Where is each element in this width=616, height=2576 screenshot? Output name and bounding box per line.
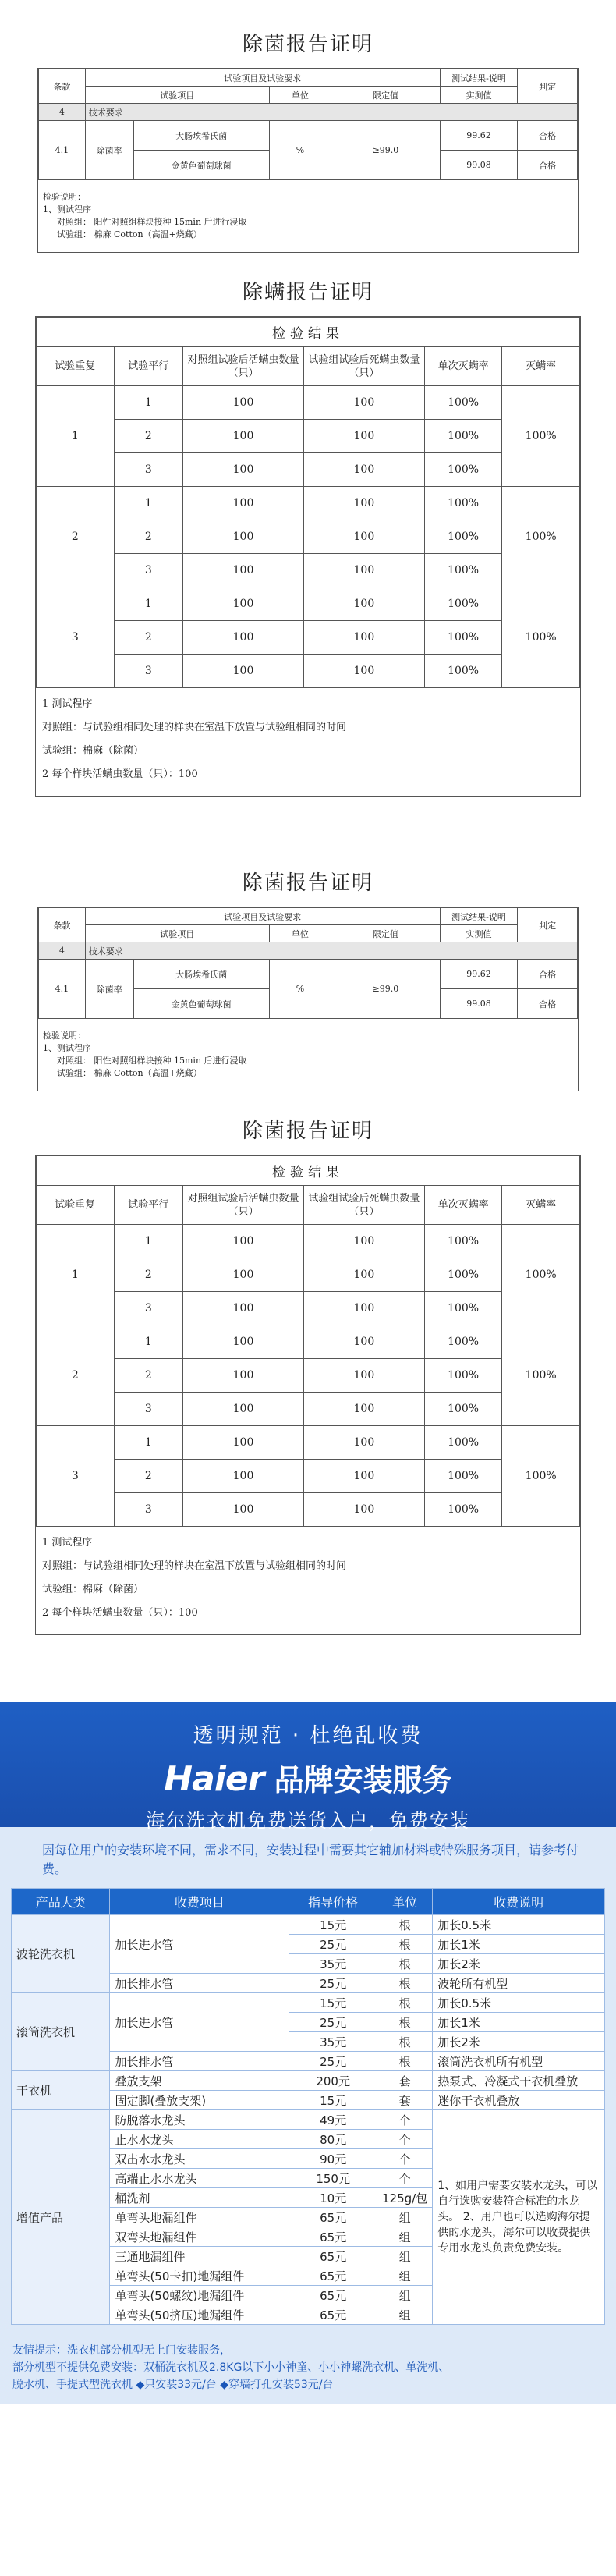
mite-control: 100 [183,1460,304,1493]
mite-control: 100 [183,386,304,420]
row-unit: % [269,960,331,1019]
mite-rep: 2 [37,1325,115,1426]
mite-rep: 1 [37,1225,115,1325]
mite-test: 100 [303,453,424,487]
mite-parallel: 3 [114,554,183,587]
svc-item: 固定脚(叠放支架) [110,2091,289,2110]
svc-price: 80元 [289,2130,377,2149]
svc-price: 65元 [289,2266,377,2286]
value-2: 99.08 [440,151,518,180]
sterilization-title-2: 除菌报告证明 [242,871,373,895]
mite-single-rate: 100% [424,386,502,420]
verdict-1: 合格 [518,121,578,151]
notes-heading: 检验说明： [43,192,86,202]
mite-test: 100 [303,520,424,554]
organism-2: 金黄色葡萄球菌 [133,151,269,180]
clause-header: 条款 [39,908,86,942]
svc-item: 高端止水水龙头 [110,2169,289,2188]
mite-header: 试验重复 [37,1186,115,1225]
mite-title-2: 除菌报告证明 [242,1119,373,1143]
svc-category: 波轮洗衣机 [12,1915,110,1993]
svc-unit: 根 [377,1974,432,1993]
svc-note: 加长1米 [433,2013,605,2032]
mite-control: 100 [183,1258,304,1292]
svc-unit: 组 [377,2247,432,2266]
mite-control: 100 [183,520,304,554]
svc-item: 单弯头(50螺纹)地漏组件 [110,2286,289,2305]
mite-single-rate: 100% [424,1359,502,1393]
mite-header: 灭螨率 [502,347,580,386]
mite-note: 试验组：棉麻（除菌） [42,745,144,757]
svc-price: 65元 [289,2286,377,2305]
svc-price: 65元 [289,2208,377,2227]
mite-rep: 3 [37,1426,115,1527]
sterilization-notes [38,1019,578,1091]
mite-single-rate: 100% [424,554,502,587]
haier-service-banner [0,1702,616,1832]
svc-unit: 125g/包 [377,2188,432,2208]
mite-parallel: 3 [114,1493,183,1527]
value-2: 99.08 [440,989,518,1019]
mite-table [36,317,580,688]
mite-rate: 100% [502,1426,580,1527]
svc-category: 干衣机 [12,2071,110,2110]
mite-control: 100 [183,1292,304,1325]
notes-line1: 1、测试程序 [43,1043,91,1053]
mite-single-rate: 100% [424,587,502,621]
svc-unit: 根 [377,1935,432,1954]
result-header: 测试结果-说明 [440,908,518,925]
mite-single-rate: 100% [424,655,502,688]
row-no: 4.1 [39,121,86,180]
clause-header: 条款 [39,69,86,104]
mite-note: 试验组：棉麻（除菌） [42,1584,144,1595]
verdict-2: 合格 [518,151,578,180]
svc-item: 桶洗剂 [110,2188,289,2208]
svc-item: 双弯头地漏组件 [110,2227,289,2247]
svc-price: 200元 [289,2071,377,2091]
svc-price: 49元 [289,2110,377,2130]
mite-control: 100 [183,453,304,487]
mite-control: 100 [183,420,304,453]
mite-parallel: 2 [114,1359,183,1393]
service-price-table [11,1888,605,2325]
sterilization-notes [38,180,578,252]
svc-note: 加长0.5米 [433,1993,605,2013]
svc-note: 加长2米 [433,2032,605,2052]
friendly-line: 部分机型不提供免费安装：双桶洗衣机及2.8KG以下小小神童、小小神螺洗衣机、单洗机、 [12,2361,450,2374]
measured-header: 实测值 [440,87,518,104]
mite-table [36,1155,580,1527]
mite-header: 试验平行 [114,347,183,386]
mite-note: 对照组：与试验组相同处理的样块在室温下放置与试验组相同的时间 [42,1560,347,1572]
mite-notes [36,1527,580,1634]
mite-note: 1 测试程序 [42,698,93,710]
mite-test: 100 [303,621,424,655]
organism-1: 大肠埃希氏菌 [133,960,269,989]
banner-subtitle: 海尔洗衣机免费送货入户，免费安装 [146,1810,470,1832]
banner-service-title: 品牌安装服务 [274,1763,452,1797]
sterilization-table [38,69,578,180]
mite-single-rate: 100% [424,1225,502,1258]
mite-notes [36,688,580,796]
mite-header: 单次灭螨率 [424,347,502,386]
mite-header: 试验平行 [114,1186,183,1225]
sterilization-report-1 [37,68,579,253]
section-no: 4 [39,104,86,121]
mite-test: 100 [303,487,424,520]
mite-header: 灭螨率 [502,1186,580,1225]
mite-control: 100 [183,487,304,520]
mite-single-rate: 100% [424,420,502,453]
svc-unit: 根 [377,1993,432,2013]
mite-parallel: 3 [114,1393,183,1426]
mite-note: 2 每个样块活螨虫数量（只）：100 [42,768,198,780]
svc-price: 65元 [289,2227,377,2247]
mite-parallel: 3 [114,453,183,487]
svc-price: 10元 [289,2188,377,2208]
svc-price: 65元 [289,2247,377,2266]
svc-unit: 组 [377,2266,432,2286]
svc-item: 防脱落水龙头 [110,2110,289,2130]
mite-rate: 100% [502,1325,580,1426]
svc-item: 加长排水管 [110,2052,289,2071]
mite-control: 100 [183,1359,304,1393]
mite-single-rate: 100% [424,1460,502,1493]
notes-heading: 检验说明： [43,1031,86,1041]
svc-category: 滚筒洗衣机 [12,1993,110,2071]
mite-control: 100 [183,655,304,688]
mite-header: 对照组试验后活螨虫数量（只） [183,1186,304,1225]
mite-test: 100 [303,1325,424,1359]
limit-header: 限定值 [331,87,440,104]
svc-price: 25元 [289,2052,377,2071]
mite-parallel: 2 [114,1258,183,1292]
mite-rate: 100% [502,1225,580,1325]
svc-price: 35元 [289,2032,377,2052]
svc-price: 25元 [289,2013,377,2032]
svc-price: 15元 [289,1915,377,1935]
svc-header: 指导价格 [289,1889,377,1915]
svc-unit: 组 [377,2286,432,2305]
mite-control: 100 [183,554,304,587]
mite-header: 对照组试验后活螨虫数量（只） [183,347,304,386]
mite-test: 100 [303,1359,424,1393]
mite-header: 单次灭螨率 [424,1186,502,1225]
mite-test: 100 [303,587,424,621]
mite-single-rate: 100% [424,520,502,554]
group-header: 试验项目及试验要求 [85,908,440,925]
svc-price: 90元 [289,2149,377,2169]
mite-note: 对照组：与试验组相同处理的样块在室温下放置与试验组相同的时间 [42,722,347,733]
svc-note: 热泵式、冷凝式干衣机叠放 [433,2071,605,2091]
banner-headline [0,1756,616,1799]
haier-logo: Haier [164,1759,264,1799]
mite-parallel: 3 [114,1292,183,1325]
mite-parallel: 1 [114,1325,183,1359]
group-header: 试验项目及试验要求 [85,69,440,87]
sterilization-title-1: 除菌报告证明 [242,33,373,56]
svc-price: 25元 [289,1974,377,1993]
friendly-tip [0,2333,616,2404]
banner-slogan: 透明规范 · 杜绝乱收费 [193,1724,423,1747]
svc-unit: 根 [377,2032,432,2052]
svc-unit: 组 [377,2305,432,2325]
notes-line3: 试验组： 棉麻 Cotton（高温+烧藏） [57,1068,202,1078]
service-section [0,1827,616,2333]
item-header: 试验项目 [85,87,269,104]
svc-item: 叠放支架 [110,2071,289,2091]
svc-unit: 根 [377,1954,432,1974]
svc-unit: 套 [377,2091,432,2110]
value-1: 99.62 [440,121,518,151]
svc-addon-note: 1、如用户需要安装水龙头，可以自行选购安装符合标准的水龙头。 2、用户也可以选购海尔提供的水龙头，海尔可以收费提供专用水龙头负责免费安装。 [433,2110,605,2325]
svc-unit: 个 [377,2169,432,2188]
mite-rep: 3 [37,587,115,688]
result-header: 测试结果-说明 [440,69,518,87]
mite-parallel: 1 [114,1225,183,1258]
mite-control: 100 [183,587,304,621]
svc-header: 产品大类 [12,1889,110,1915]
mite-test: 100 [303,1225,424,1258]
mite-parallel: 2 [114,1460,183,1493]
friendly-line: 脱水机、手提式型洗衣机 ◆只安装33元/台 ◆穿墙打孔安装53元/台 [12,2379,334,2391]
notes-line3: 试验组： 棉麻 Cotton（高温+烧藏） [57,229,202,240]
svc-item: 单弯头(50卡扣)地漏组件 [110,2266,289,2286]
mite-title-1: 除螨报告证明 [242,281,373,304]
svc-unit: 个 [377,2130,432,2149]
row-no: 4.1 [39,960,86,1019]
svc-price: 65元 [289,2305,377,2325]
svc-unit: 组 [377,2227,432,2247]
verdict-1: 合格 [518,960,578,989]
notes-line2: 对照组： 阳性对照组样块接种 15min 后进行浸取 [57,1056,247,1066]
unit-header: 单位 [269,87,331,104]
mite-parallel: 1 [114,587,183,621]
svc-unit: 组 [377,2208,432,2227]
mite-single-rate: 100% [424,1493,502,1527]
mite-single-rate: 100% [424,1393,502,1426]
mite-single-rate: 100% [424,1426,502,1460]
svc-item: 加长进水管 [110,1915,289,1974]
row-limit: ≥99.0 [331,121,440,180]
mite-rate: 100% [502,487,580,587]
svc-unit: 个 [377,2110,432,2130]
measured-header: 实测值 [440,925,518,942]
svc-note: 加长0.5米 [433,1915,605,1935]
mite-control: 100 [183,1493,304,1527]
row-unit: % [269,121,331,180]
mite-test: 100 [303,554,424,587]
svc-item: 加长进水管 [110,1993,289,2052]
svc-unit: 个 [377,2149,432,2169]
svc-price: 150元 [289,2169,377,2188]
svc-header: 单位 [377,1889,432,1915]
mite-single-rate: 100% [424,487,502,520]
mite-rate: 100% [502,587,580,688]
mite-test: 100 [303,386,424,420]
mite-table-title: 检验结果 [37,1156,580,1186]
sterilization-table [38,907,578,1019]
mite-note: 1 测试程序 [42,1537,93,1549]
mite-test: 100 [303,655,424,688]
mite-parallel: 1 [114,386,183,420]
mite-test: 100 [303,1393,424,1426]
mite-test: 100 [303,1460,424,1493]
mite-test: 100 [303,420,424,453]
verdict-2: 合格 [518,989,578,1019]
mite-parallel: 1 [114,1426,183,1460]
svc-price: 35元 [289,1954,377,1974]
row-limit: ≥99.0 [331,960,440,1019]
mite-parallel: 3 [114,655,183,688]
organism-1: 大肠埃希氏菌 [133,121,269,151]
svc-unit: 根 [377,2052,432,2071]
mite-test: 100 [303,1258,424,1292]
svc-item: 双出水水龙头 [110,2149,289,2169]
svc-price: 15元 [289,1993,377,2013]
unit-header: 单位 [269,925,331,942]
svc-note: 加长2米 [433,1954,605,1974]
mite-header: 试验组试验后死螨虫数量（只） [303,1186,424,1225]
service-intro: 因每位用户的安装环境不同，需求不同，安装过程中需要其它辅加材料或特殊服务项目，请参考付费。 [42,1843,579,1876]
svc-note: 加长1米 [433,1935,605,1954]
mite-table-title: 检验结果 [37,318,580,347]
notes-line2: 对照组： 阳性对照组样块接种 15min 后进行浸取 [57,217,247,227]
mite-parallel: 2 [114,420,183,453]
mite-test: 100 [303,1493,424,1527]
mite-header: 试验组试验后死螨虫数量（只） [303,347,424,386]
mite-single-rate: 100% [424,1258,502,1292]
svc-unit: 套 [377,2071,432,2091]
value-1: 99.62 [440,960,518,989]
mite-parallel: 2 [114,520,183,554]
mite-control: 100 [183,1225,304,1258]
mite-control: 100 [183,621,304,655]
section-label: 技术要求 [85,942,577,960]
row-item: 除菌率 [85,960,133,1019]
section-no: 4 [39,942,86,960]
friendly-line: 友情提示：洗衣机部分机型无上门安装服务， [12,2344,231,2357]
mite-control: 100 [183,1393,304,1426]
mite-rep: 2 [37,487,115,587]
organism-2: 金黄色葡萄球菌 [133,989,269,1019]
mite-rep: 1 [37,386,115,487]
mite-report-1 [35,316,581,797]
svc-note: 迷你干衣机叠放 [433,2091,605,2110]
svc-note: 滚筒洗衣机所有机型 [433,2052,605,2071]
mite-single-rate: 100% [424,621,502,655]
row-item: 除菌率 [85,121,133,180]
svc-header: 收费项目 [110,1889,289,1915]
svc-item: 单弯头地漏组件 [110,2208,289,2227]
svc-category: 增值产品 [12,2110,110,2325]
svc-item: 三通地漏组件 [110,2247,289,2266]
mite-rate: 100% [502,386,580,487]
limit-header: 限定值 [331,925,440,942]
mite-report-2 [35,1155,581,1635]
mite-control: 100 [183,1325,304,1359]
mite-control: 100 [183,1426,304,1460]
svc-price: 25元 [289,1935,377,1954]
svc-price: 15元 [289,2091,377,2110]
svc-item: 单弯头(50挤压)地漏组件 [110,2305,289,2325]
mite-parallel: 2 [114,621,183,655]
notes-line1: 1、测试程序 [43,204,91,215]
mite-parallel: 1 [114,487,183,520]
svc-item: 止水水龙头 [110,2130,289,2149]
svc-unit: 根 [377,2013,432,2032]
section-label: 技术要求 [85,104,577,121]
svc-unit: 根 [377,1915,432,1935]
svc-item: 加长排水管 [110,1974,289,1993]
mite-single-rate: 100% [424,453,502,487]
mite-test: 100 [303,1426,424,1460]
verdict-header: 判定 [518,69,578,104]
sterilization-report-2 [37,907,579,1091]
svc-header: 收费说明 [433,1889,605,1915]
mite-test: 100 [303,1292,424,1325]
mite-header: 试验重复 [37,347,115,386]
mite-note: 2 每个样块活螨虫数量（只）：100 [42,1607,198,1619]
svc-note: 波轮所有机型 [433,1974,605,1993]
verdict-header: 判定 [518,908,578,942]
mite-single-rate: 100% [424,1325,502,1359]
mite-single-rate: 100% [424,1292,502,1325]
item-header: 试验项目 [85,925,269,942]
